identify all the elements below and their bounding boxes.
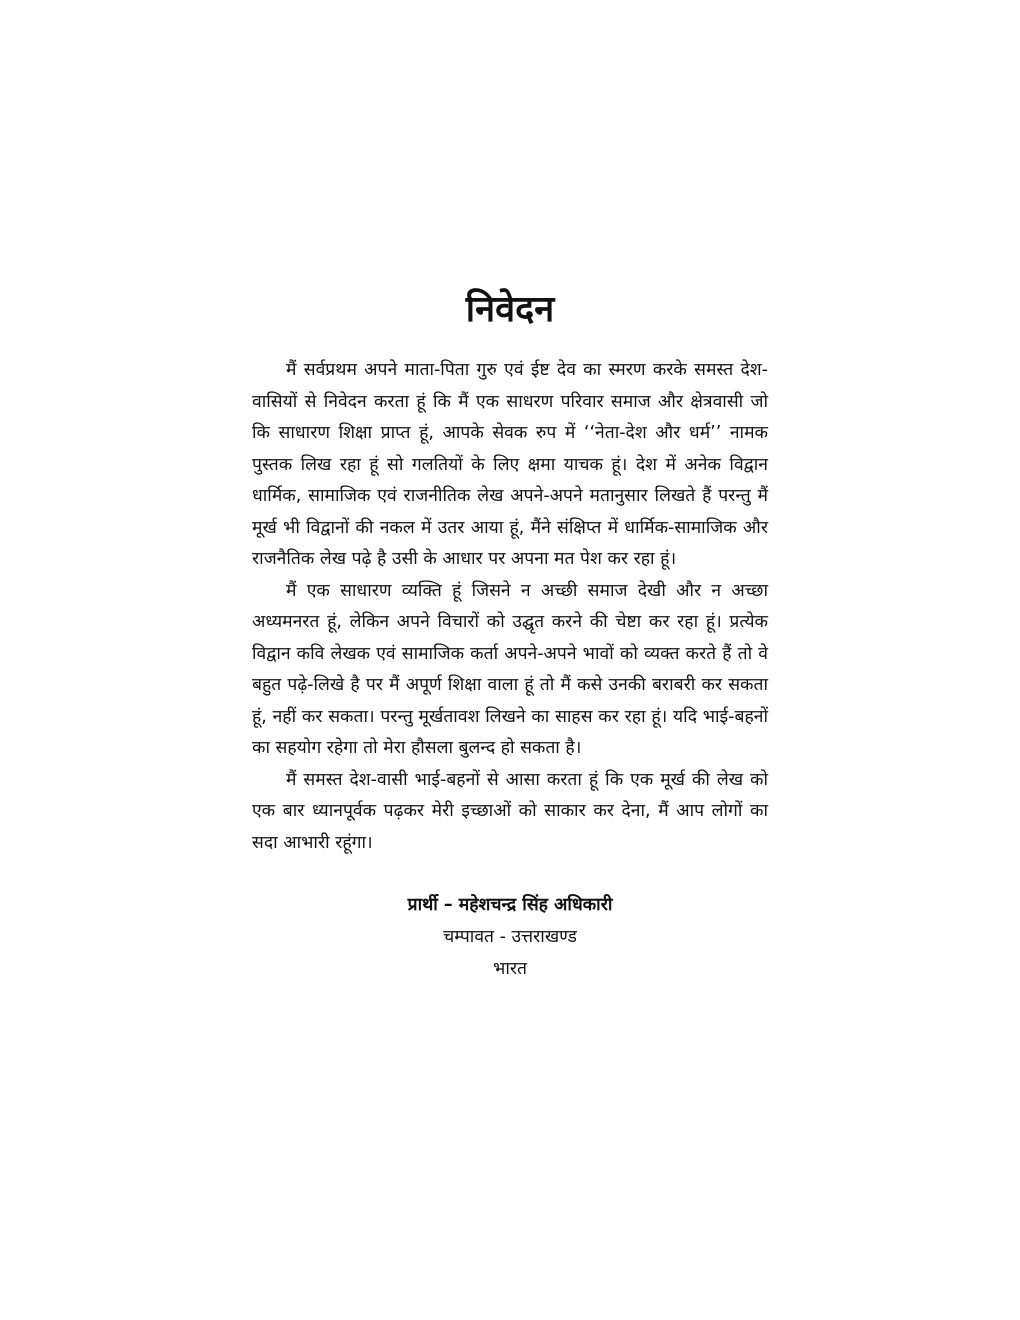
signature-block bbox=[252, 889, 768, 985]
document-body bbox=[252, 285, 768, 985]
signature-name: प्रार्थी – महेशचन्द्र सिंह अधिकारी bbox=[407, 895, 613, 915]
paragraph-1: मैं सर्वप्रथम अपने माता-पिता गुरु एवं ईष्ट देव का स्मरण करके समस्त देश-वासियों से निवेदन करता हूं कि मैं एक साधरण परिवार समाज और क्षेत्रवासी जो कि साधारण शिक्षा प्राप्त हूं, आपके सेवक रुप में ‘‘नेता-देश और धर्म’’ नामक पुस्तक लिख रहा हूं सो गलतियों के लिए क्षमा याचक हूं। देश में अनेक विद्वान धार्मिक, सामाजिक एवं राजनीतिक लेख अपने-अपने मतानुसार लिखते हैं परन्तु मैं मूर्ख भी विद्वानों की नकल में उतर आया हूं, मैंने संक्षिप्त में धार्मिक-सामाजिक और राजनैतिक लेख पढ़े है उसी के आधार पर अपना मत पेश कर रहा हूं। bbox=[252, 360, 768, 569]
signature-place: चम्पावत - उत्तराखण्ड bbox=[443, 927, 577, 947]
signature-country: भारत bbox=[493, 959, 527, 979]
paragraph-2: मैं एक साधारण व्यक्ति हूं जिसने न अच्छी समाज देखी और न अच्छा अध्यमनरत हूं, लेकिन अपने विचारों को उद्घृत करने की चेष्टा कर रहा हूं। प्रत्येक विद्वान कवि लेखक एवं सामाजिक कर्ता अपने-अपने भावों को व्यक्त करते हैं तो वे बहुत पढ़े-लिखे है पर मैं अपूर्ण शिक्षा वाला हूं तो मैं कसे उनकी बराबरी कर सकता हूं, नहीं कर सकता। परन्तु मूर्खतावश लिखने का साहस कर रहा हूं। यदि भाई-बहनों का सहयोग रहेगा तो मेरा हौसला बुलन्द हो सकता है। bbox=[252, 580, 768, 758]
paragraph-3: मैं समस्त देश-वासी भाई-बहनों से आसा करता हूं कि एक मूर्ख की लेख को एक बार ध्यानपूर्वक पढ़कर मेरी इच्छाओं को साकार कर देना, मैं आप लोगों का सदा आभारी रहूंगा। bbox=[252, 769, 768, 853]
page-title: निवेदन bbox=[465, 289, 555, 330]
